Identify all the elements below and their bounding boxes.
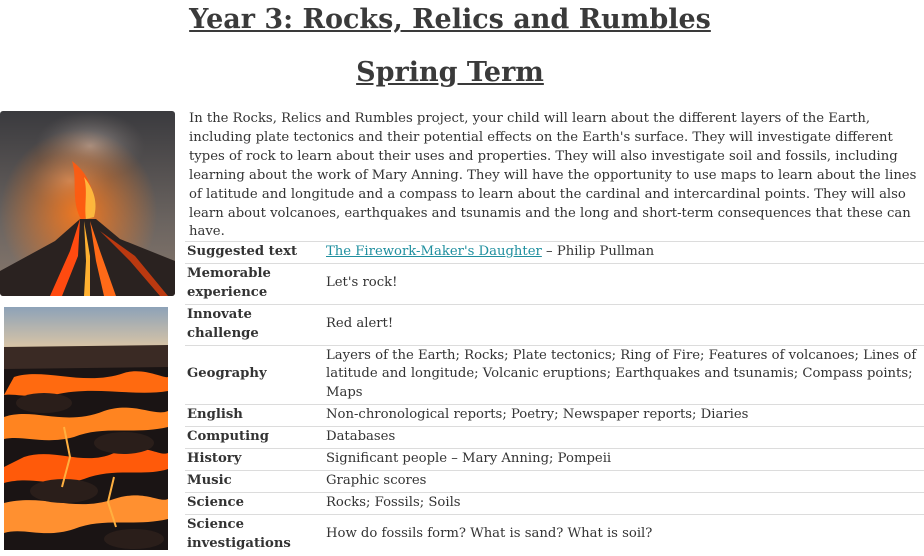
table-row (185, 263, 924, 304)
row-label: Suggested text (185, 242, 322, 264)
book-author: – Philip Pullman (541, 244, 655, 259)
row-label: History (185, 449, 322, 471)
table-row (185, 470, 924, 492)
table-row (185, 405, 924, 427)
row-value: Rocks; Fossils; Soils (322, 492, 924, 514)
row-value: Layers of the Earth; Rocks; Plate tectonics; Ring of Fire; Features of volcanoes; Lines of latitude and longitude; Volcanic eruptions; Earthquakes and tsunamis; Compass points; Maps (322, 345, 924, 405)
row-label: Memorable experience (185, 263, 322, 304)
row-label: English (185, 405, 322, 427)
row-value: Graphic scores (322, 470, 924, 492)
table-row (185, 492, 924, 514)
row-label: Innovate challenge (185, 304, 322, 345)
row-value: How do fossils form? What is sand? What is soil? (322, 514, 924, 554)
volcano-image (0, 111, 175, 296)
topic-table (185, 241, 924, 555)
table-row (185, 449, 924, 471)
intro-paragraph: In the Rocks, Relics and Rumbles project, your child will learn about the different layers of the Earth, including plate tectonics and their potential effects on the Earth's surface. They will investigate different types of rock to learn about their uses and properties. They will also investigate soil and fossils, including learning about the work of Mary Anning. They will have the opportunity to use maps to learn about the lines of latitude and longitude and a compass to learn about the cardinal and intercardinal points. They will also learn about volcanoes, earthquakes and tsunamis and the long and short-term consequences that these can have. (189, 111, 917, 240)
lava-image (4, 307, 168, 550)
term-title: Spring Term (356, 57, 544, 88)
table-row (185, 242, 924, 264)
row-label: Science (185, 492, 322, 514)
row-value: Non-chronological reports; Poetry; Newspaper reports; Diaries (322, 405, 924, 427)
row-label: Music (185, 470, 322, 492)
table-row (185, 514, 924, 554)
row-label: Science investigations (185, 514, 322, 554)
book-link[interactable]: The Firework-Maker's Daughter (326, 244, 542, 259)
table-row (185, 304, 924, 345)
row-value: Significant people – Mary Anning; Pompeii (322, 449, 924, 471)
row-label: Geography (185, 345, 322, 405)
row-value: Let's rock! (322, 263, 924, 304)
row-value: Red alert! (322, 304, 924, 345)
row-label: Computing (185, 427, 322, 449)
row-value (322, 242, 924, 264)
table-row (185, 427, 924, 449)
table-row (185, 345, 924, 405)
page-title: Year 3: Rocks, Relics and Rumbles (189, 4, 711, 35)
row-value: Databases (322, 427, 924, 449)
